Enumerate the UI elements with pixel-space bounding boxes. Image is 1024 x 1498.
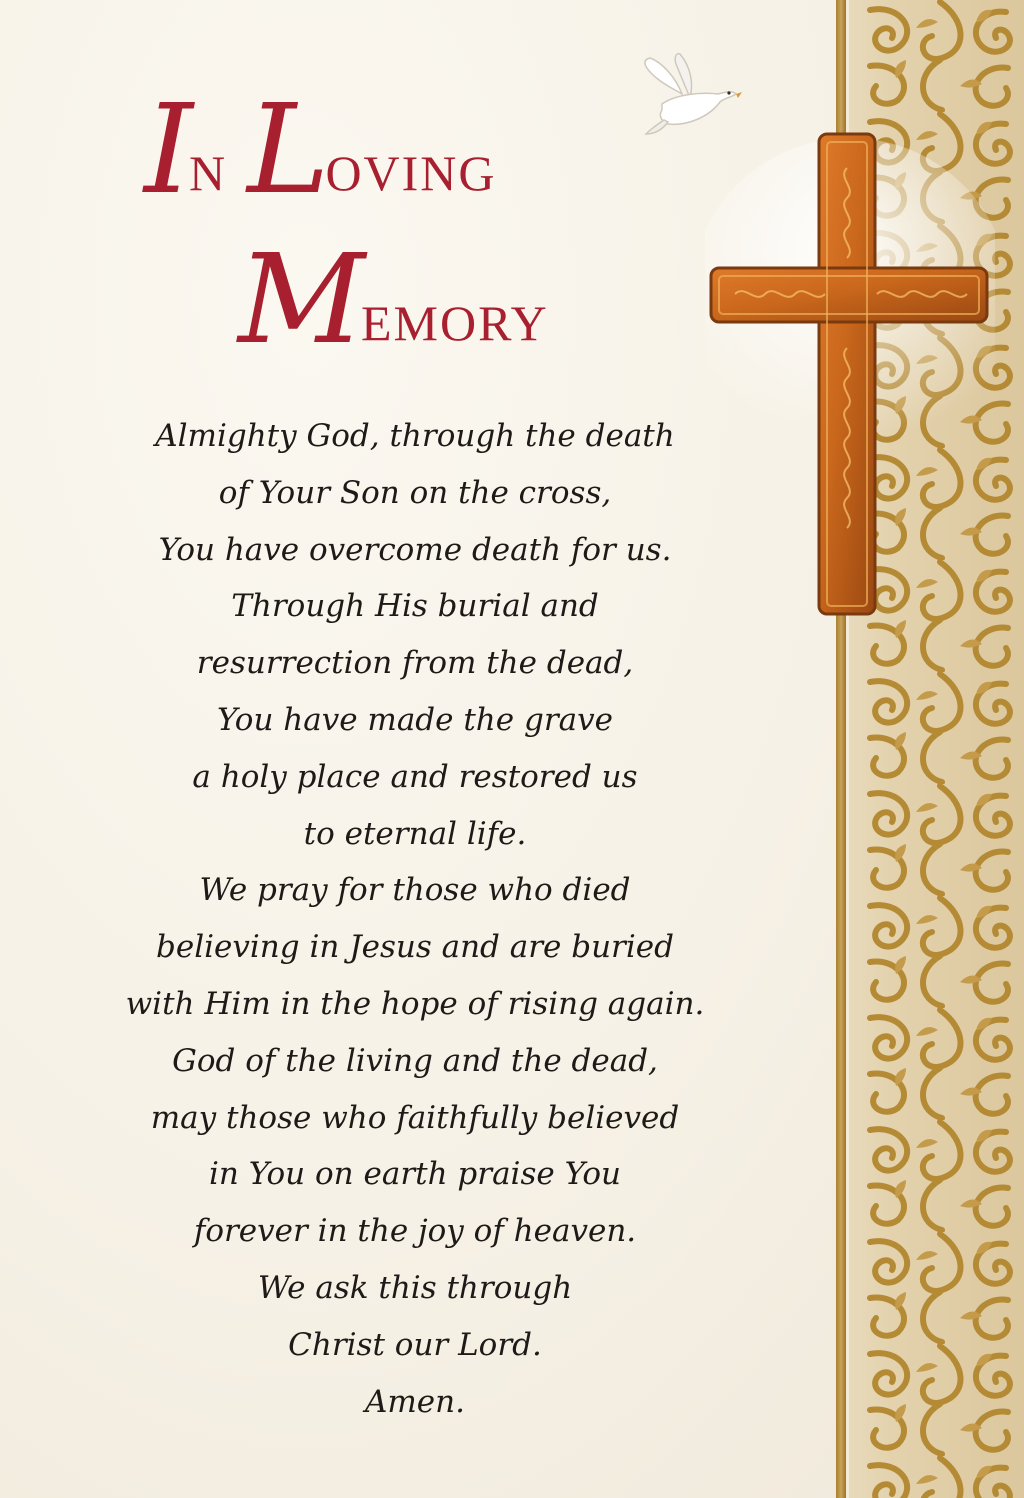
prayer-line: may those who faithfully believed (150, 1099, 680, 1136)
prayer-line: You have made the grave (217, 701, 613, 738)
title-initial-m: M (238, 228, 361, 372)
prayer-line: God of the living and the dead, (172, 1042, 658, 1079)
prayer-line: believing in Jesus and are buried (156, 929, 674, 966)
prayer-line: a holy place and restored us (192, 758, 638, 795)
prayer-line: with Him in the hope of rising again. (125, 985, 705, 1022)
title-small-n: N (188, 145, 228, 201)
prayer-line: Through His burial and (231, 588, 599, 625)
prayer-line: of Your Son on the cross, (218, 474, 612, 511)
prayer-line: We pray for those who died (199, 872, 631, 909)
prayer-line: Christ our Lord. (288, 1326, 542, 1363)
title-line-in-loving (144, 78, 497, 222)
prayer-text (120, 408, 710, 1430)
title-initial-l: L (247, 78, 326, 222)
cross-icon (705, 128, 995, 623)
title-small-emory: EMORY (360, 295, 549, 351)
prayer-line: to eternal life. (303, 815, 527, 852)
prayer-line: forever in the joy of heaven. (193, 1213, 637, 1250)
title-initial-i: I (144, 78, 189, 222)
title-line-memory (238, 228, 549, 372)
prayer-line: Amen. (365, 1383, 465, 1420)
title-small-oving: OVING (325, 145, 497, 201)
title-in-loving-memory (130, 78, 690, 388)
prayer-line: resurrection from the dead, (196, 645, 634, 682)
prayer-line: Almighty God, through the death (155, 418, 675, 454)
prayer-line: You have overcome death for us. (158, 531, 672, 568)
prayer-line: in You on earth praise You (209, 1156, 621, 1193)
prayer-line: We ask this through (257, 1269, 573, 1306)
